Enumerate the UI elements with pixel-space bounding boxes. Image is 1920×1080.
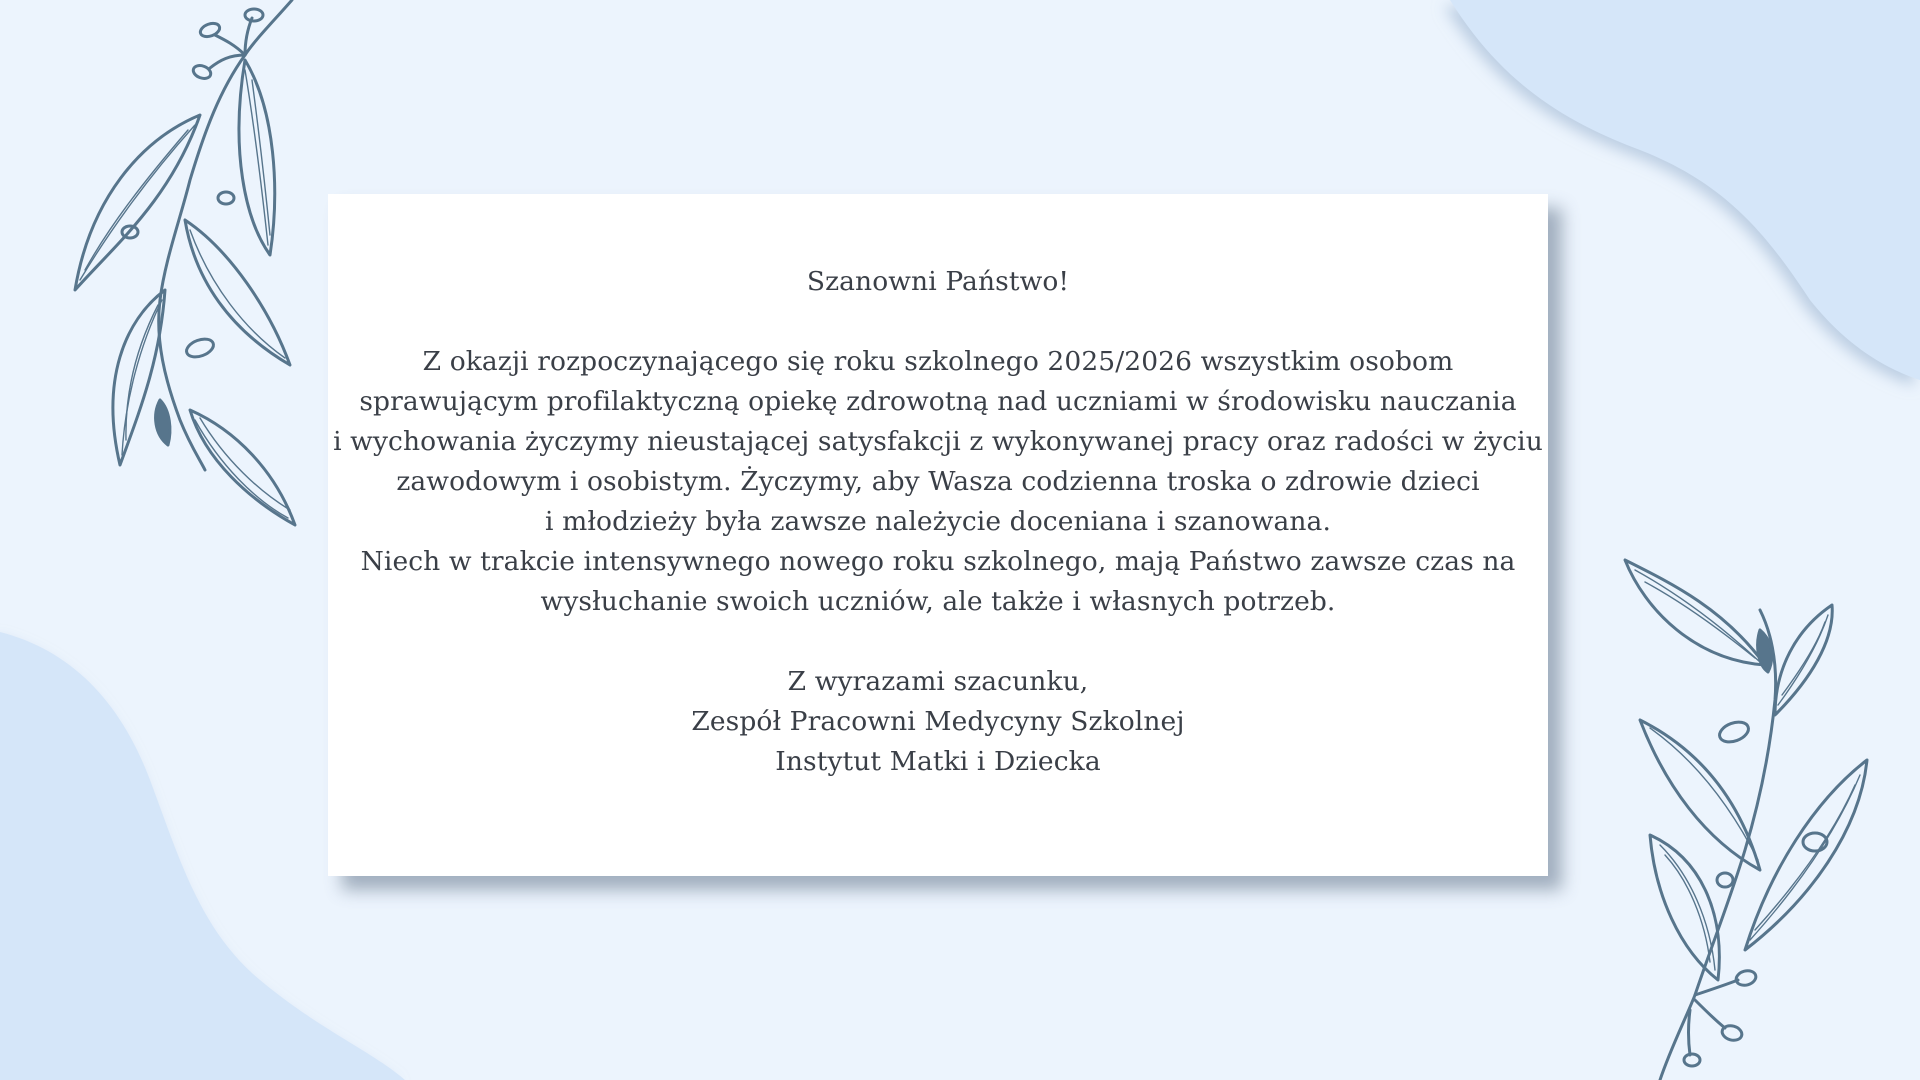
body-line: zawodowym i osobistym. Życzymy, aby Wasza codzienna troska o zdrowie dzieci xyxy=(396,466,1480,497)
signature-institute: Instytut Matki i Dziecka xyxy=(775,746,1101,777)
body-line: i młodzieży była zawsze należycie doceniana i szanowana. xyxy=(545,506,1331,537)
body-line: sprawującym profilaktyczną opiekę zdrowotną nad uczniami w środowisku nauczania xyxy=(359,386,1517,417)
body-line: wysłuchanie swoich uczniów, ale także i własnych potrzeb. xyxy=(540,586,1336,617)
olive-branch-icon xyxy=(30,0,310,540)
signature-team: Zespół Pracowni Medycyny Szkolnej xyxy=(691,706,1185,737)
letter-card xyxy=(328,194,1548,876)
body-line: i wychowania życzymy nieustającej satysfakcji z wykonywanej pracy oraz radości w życiu xyxy=(333,426,1543,457)
closing: Z wyrazami szacunku, xyxy=(787,666,1089,697)
body-line: Niech w trakcie intensywnego nowego roku szkolnego, mają Państwo zawsze czas na xyxy=(360,546,1516,577)
olive-branch-icon xyxy=(1610,550,1900,1080)
salutation: Szanowni Państwo! xyxy=(806,266,1070,297)
letter-body xyxy=(328,342,1548,622)
body-line: Z okazji rozpoczynającego się roku szkolnego 2025/2026 wszystkim osobom xyxy=(422,346,1454,377)
